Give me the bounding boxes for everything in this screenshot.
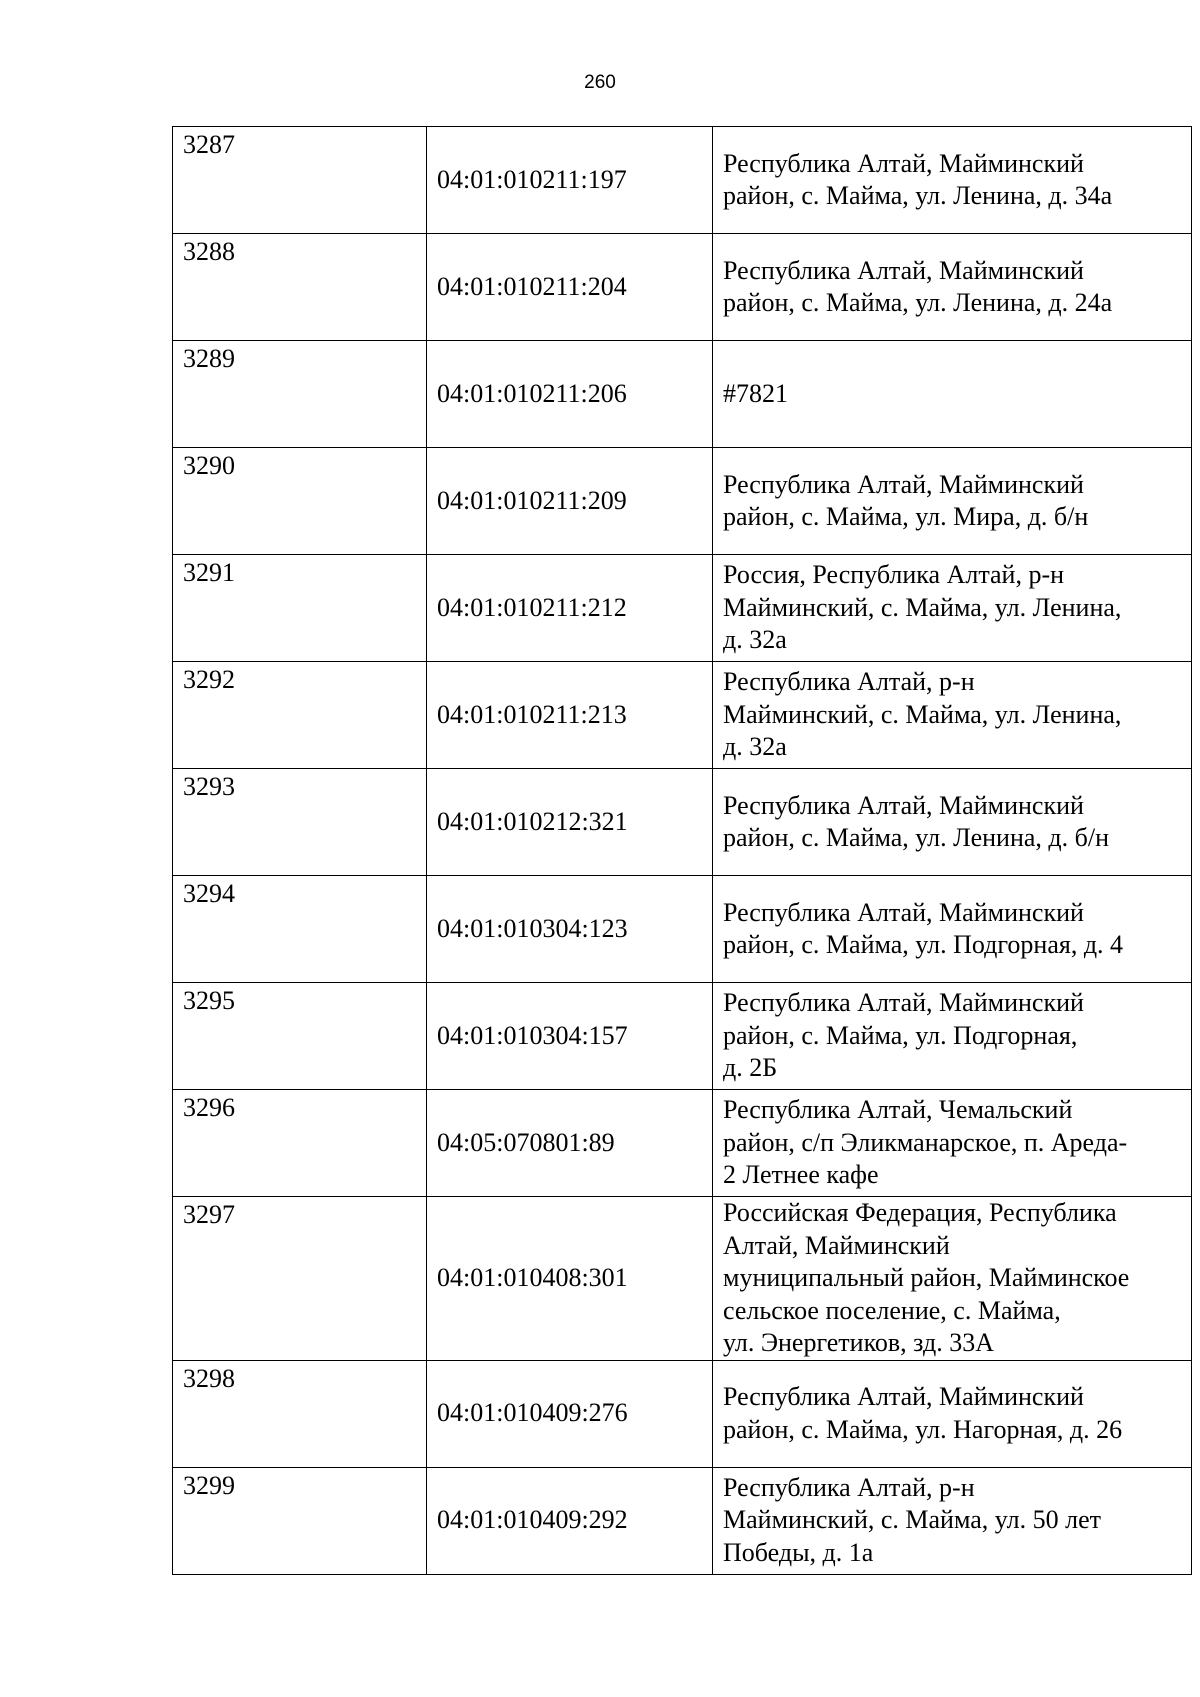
cadastral-number: 04:01:010211:204 (427, 234, 713, 341)
row-number-cell (173, 769, 427, 876)
address-line: район, с. Майма, ул. Ленина, д. 34а (723, 181, 1113, 210)
address-line: Российская Федерация, Республика (723, 1198, 1117, 1227)
row-number-cell (173, 876, 427, 983)
address-cell (713, 1360, 1192, 1467)
address-line: Республика Алтай, Майминский (723, 1382, 1084, 1411)
row-number-cell (173, 1197, 427, 1361)
address-line: район, с/п Эликманарское, п. Ареда- (723, 1127, 1128, 1157)
address-cell (713, 448, 1192, 555)
cadastral-number: 04:01:010304:157 (427, 983, 713, 1090)
address-line: Республика Алтай, Майминский (723, 148, 1084, 178)
address-line: район, с. Майма, ул. Подгорная, (723, 1020, 1078, 1050)
table-row (173, 1090, 1192, 1197)
cadastral-number: 04:05:070801:89 (427, 1090, 713, 1197)
address-cell (713, 1467, 1192, 1574)
address-cell (713, 341, 1192, 448)
table-row (173, 234, 1192, 341)
registry-table-body (173, 127, 1192, 1575)
cadastral-number: 04:01:010211:212 (427, 555, 713, 662)
table-row (173, 876, 1192, 983)
row-number: 3299 (183, 1470, 235, 1500)
address-line: ул. Энергетиков, зд. 33А (723, 1328, 994, 1357)
row-number-cell (173, 127, 427, 234)
address-line: Победы, д. 1а (723, 1537, 874, 1567)
table-row (173, 1467, 1192, 1574)
cadastral-number: 04:01:010211:213 (427, 662, 713, 769)
address-line: район, с. Майма, ул. Мира, д. б/н (723, 502, 1089, 531)
address-cell (713, 983, 1192, 1090)
address-line: 2 Летнее кафе (723, 1160, 879, 1190)
address-cell (713, 769, 1192, 876)
address-cell (713, 1090, 1192, 1197)
registry-table (172, 126, 1192, 1575)
address-line: район, с. Майма, ул. Ленина, д. 24а (723, 288, 1113, 317)
cadastral-number: 04:01:010408:301 (427, 1197, 713, 1361)
table-row (173, 1197, 1192, 1361)
row-number: 3294 (183, 879, 235, 908)
table-row (173, 662, 1192, 769)
address-line: д. 32а (723, 625, 787, 655)
address-line: район, с. Майма, ул. Подгорная, д. 4 (723, 930, 1124, 959)
row-number: 3297 (183, 1200, 235, 1229)
row-number-cell (173, 448, 427, 555)
table-row (173, 341, 1192, 448)
address-line: сельское поселение, с. Майма, (723, 1295, 1061, 1325)
row-number-cell (173, 1360, 427, 1467)
row-number-cell (173, 234, 427, 341)
row-number: 3289 (183, 344, 235, 373)
address-line: Республика Алтай, р-н (723, 667, 975, 697)
address-line: Республика Алтай, Майминский (723, 790, 1084, 820)
cadastral-number: 04:01:010304:123 (427, 876, 713, 983)
row-number: 3296 (183, 1093, 235, 1122)
address-line: Майминский, с. Майма, ул. Ленина, (723, 592, 1122, 622)
cadastral-number: 04:01:010211:209 (427, 448, 713, 555)
table-row (173, 127, 1192, 234)
row-number: 3287 (183, 130, 235, 159)
row-number-cell (173, 662, 427, 769)
address-cell (713, 662, 1192, 769)
address-line: #7821 (723, 378, 788, 408)
row-number-cell (173, 1090, 427, 1197)
address-line: Республика Алтай, Чемальский (723, 1095, 1073, 1125)
address-cell (713, 555, 1192, 662)
address-line: район, с. Майма, ул. Нагорная, д. 26 (723, 1414, 1123, 1444)
address-line: муниципальный район, Майминское (723, 1263, 1130, 1292)
address-cell (713, 1197, 1192, 1361)
table-row (173, 769, 1192, 876)
cadastral-number: 04:01:010212:321 (427, 769, 713, 876)
table-row (173, 1360, 1192, 1467)
row-number-cell (173, 983, 427, 1090)
cadastral-number: 04:01:010409:276 (427, 1360, 713, 1467)
row-number-cell (173, 1467, 427, 1574)
table-row (173, 983, 1192, 1090)
address-line: д. 2Б (723, 1053, 778, 1083)
address-line: Майминский, с. Майма, ул. 50 лет (723, 1505, 1101, 1535)
row-number: 3292 (183, 665, 235, 694)
row-number: 3288 (183, 237, 235, 266)
address-line: Республика Алтай, Майминский (723, 897, 1084, 927)
cadastral-number: 04:01:010211:197 (427, 127, 713, 234)
table-row (173, 448, 1192, 555)
row-number-cell (173, 341, 427, 448)
address-line: Республика Алтай, р-н (723, 1472, 975, 1502)
row-number: 3295 (183, 986, 235, 1015)
address-line: Республика Алтай, Майминский (723, 988, 1084, 1018)
address-cell (713, 234, 1192, 341)
address-line: Алтай, Майминский (723, 1230, 950, 1260)
row-number: 3291 (183, 558, 235, 587)
address-cell (713, 127, 1192, 234)
cadastral-number: 04:01:010409:292 (427, 1467, 713, 1574)
address-line: Россия, Республика Алтай, р-н (723, 560, 1065, 590)
address-line: Майминский, с. Майма, ул. Ленина, (723, 699, 1122, 729)
address-line: район, с. Майма, ул. Ленина, д. б/н (723, 823, 1110, 852)
address-cell (713, 876, 1192, 983)
address-line: Республика Алтай, Майминский (723, 255, 1084, 285)
cadastral-number: 04:01:010211:206 (427, 341, 713, 448)
page-number: 260 (584, 72, 616, 93)
table-row (173, 555, 1192, 662)
row-number: 3298 (183, 1363, 235, 1393)
row-number: 3290 (183, 451, 235, 480)
address-line: Республика Алтай, Майминский (723, 469, 1084, 499)
row-number-cell (173, 555, 427, 662)
address-line: д. 32а (723, 732, 787, 762)
row-number: 3293 (183, 772, 235, 801)
